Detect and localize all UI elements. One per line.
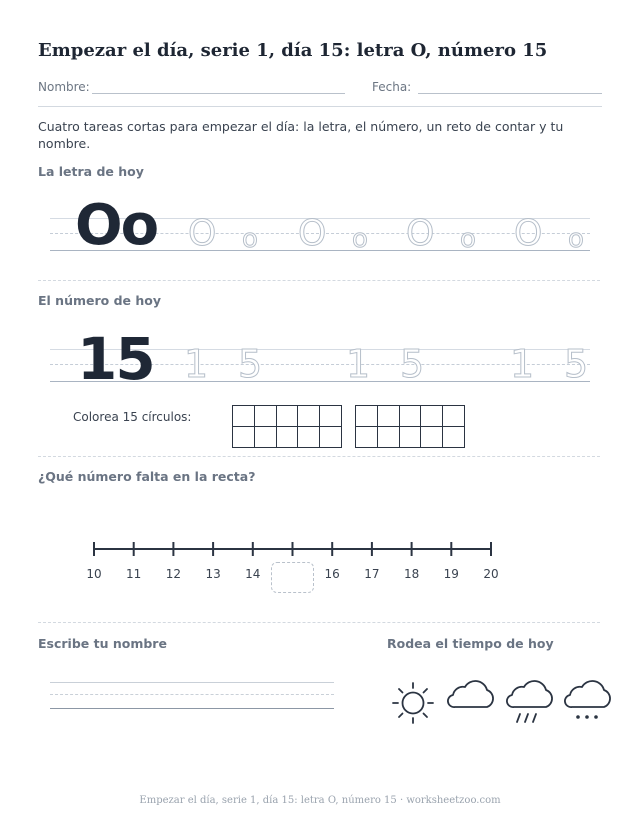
trace-letter-lower[interactable]: o <box>352 224 368 254</box>
name-label: Nombre: <box>38 80 90 94</box>
number-line-label: 20 <box>483 567 499 581</box>
footer: Empezar el día, serie 1, día 15: letra O, número 15 · worksheetzoo.com <box>139 795 501 806</box>
number-line-label: 16 <box>324 567 340 581</box>
trace-digit[interactable]: 5 <box>400 342 425 386</box>
trace-letter-upper[interactable]: O <box>514 213 543 254</box>
date-label: Fecha: <box>372 80 412 94</box>
rain-icon[interactable] <box>507 681 552 722</box>
sun-icon[interactable] <box>393 683 433 723</box>
trace-digit[interactable]: 1 <box>346 342 371 386</box>
trace-digit[interactable]: 5 <box>564 342 589 386</box>
trace-letter-lower[interactable]: o <box>460 224 476 254</box>
number-line-label: 11 <box>126 567 142 581</box>
number-line-label: 14 <box>245 567 261 581</box>
number-line-heading: ¿Qué número falta en la recta? <box>38 469 256 484</box>
trace-digit[interactable]: 1 <box>184 342 209 386</box>
intro-text: Cuatro tareas cortas para empezar el día: la letra, el número, un reto de contar y tu nombre. <box>38 119 564 151</box>
section-divider <box>38 622 600 623</box>
number-line-label: 18 <box>403 567 420 581</box>
number-line-label: 19 <box>443 567 459 581</box>
trace-letter-upper[interactable]: O <box>298 213 327 254</box>
number-line-label: 17 <box>364 567 380 581</box>
number-line-label: 13 <box>205 567 221 581</box>
cloud-icon[interactable] <box>448 681 493 707</box>
page-title: Empezar el día, serie 1, día 15: letra O, número 15 <box>38 40 548 61</box>
trace-letter-lower[interactable]: o <box>242 224 258 254</box>
number-heading: El número de hoy <box>38 293 161 308</box>
color-label: Colorea 15 círculos: <box>73 410 192 424</box>
letter-model: Oo <box>75 193 158 258</box>
number-line-label: 10 <box>86 567 102 581</box>
weather-heading: Rodea el tiempo de hoy <box>387 636 554 651</box>
trace-digit[interactable]: 1 <box>510 342 535 386</box>
missing-number-box[interactable] <box>271 562 314 593</box>
letter-heading: La letra de hoy <box>38 164 144 179</box>
number-model: 15 <box>77 325 154 393</box>
name-heading: Escribe tu nombre <box>38 636 167 651</box>
name-base-line[interactable] <box>50 708 334 709</box>
name-mid-line <box>50 694 334 695</box>
number-line-label: 12 <box>165 567 182 581</box>
weather-icons <box>385 675 620 730</box>
trace-letter-lower[interactable]: o <box>568 224 584 254</box>
name-top-line <box>50 682 334 683</box>
trace-digit[interactable]: 5 <box>238 342 263 386</box>
trace-letter-upper[interactable]: O <box>406 213 435 254</box>
snow-icon[interactable] <box>565 681 610 718</box>
trace-letter-upper[interactable]: O <box>188 213 217 254</box>
